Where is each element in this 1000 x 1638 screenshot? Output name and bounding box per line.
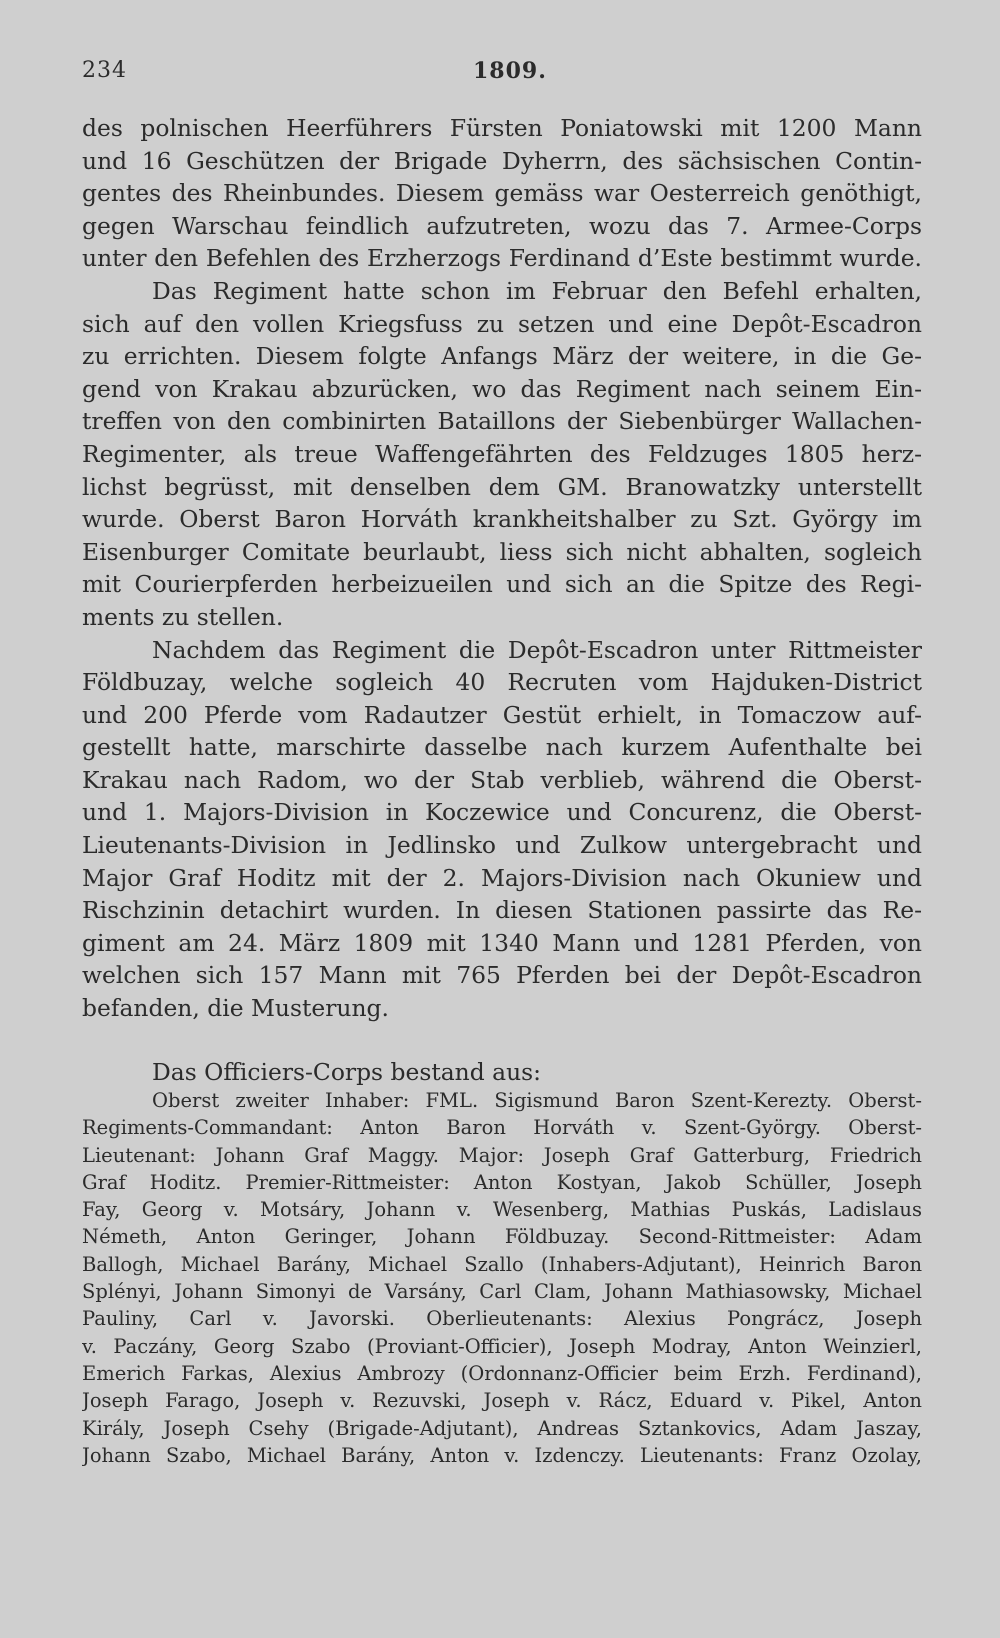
- text-line: mit Courierpferden herbeizueilen und sich an die Spitze des Regi-: [82, 570, 922, 599]
- officer-line: Ballogh, Michael Barány, Michael Szallo (Inhabers-Adjutant), Heinrich Baron: [82, 1252, 922, 1276]
- text-line: zu errichten. Diesem folgte Anfangs März der weitere, in die Ge-: [82, 342, 922, 371]
- text-line: sich auf den vollen Kriegsfuss zu setzen und eine Depôt-Escadron: [82, 309, 922, 338]
- text-line: Földbuzay, welche sogleich 40 Recruten vom Hajduken-District: [82, 668, 922, 697]
- text-line: lichst begrüsst, mit denselben dem GM. Branowatzky unterstellt: [82, 472, 922, 501]
- text-line: gentes des Rheinbundes. Diesem gemäss war Oesterreich genöthigt,: [82, 179, 922, 208]
- officer-line: Lieutenant: Johann Graf Maggy. Major: Joseph Graf Gatterburg, Friedrich: [82, 1143, 922, 1167]
- text-line: und 200 Pferde vom Radautzer Gestüt erhielt, in Tomaczow auf-: [82, 700, 922, 729]
- officer-line: Johann Szabo, Michael Barány, Anton v. Izdenczy. Lieutenants: Franz Ozolay,: [82, 1443, 922, 1467]
- text-line: treffen von den combinirten Bataillons der Siebenbürger Wallachen-: [82, 407, 922, 436]
- text-line: Rischzinin detachirt wurden. In diesen Stationen passirte das Re-: [82, 896, 922, 925]
- text-line: gend von Krakau abzurücken, wo das Regiment nach seinem Ein-: [82, 374, 922, 403]
- officer-line: Király, Joseph Csehy (Brigade-Adjutant), Andreas Sztankovics, Adam Jaszay,: [82, 1416, 922, 1440]
- officer-line: Fay, Georg v. Motsáry, Johann v. Wesenberg, Mathias Puskás, Ladislaus: [82, 1198, 922, 1222]
- officer-line: Graf Hoditz. Premier-Rittmeister: Anton Kostyan, Jakob Schüller, Joseph: [82, 1170, 922, 1194]
- text-line: gegen Warschau feindlich aufzutreten, wozu das 7. Armee-Corps: [82, 211, 922, 240]
- text-line: Krakau nach Radom, wo der Stab verblieb, während die Oberst-: [82, 765, 922, 794]
- text-line: Eisenburger Comitate beurlaubt, liess sich nicht abhalten, sogleich: [82, 537, 922, 566]
- running-head: 1809.: [473, 58, 547, 84]
- text-line: befanden, die Musterung.: [82, 994, 389, 1023]
- officer-line: Regiments-Commandant: Anton Baron Horváth v. Szent-György. Oberst-: [82, 1116, 922, 1140]
- text-line: Lieutenants-Division in Jedlinsko und Zulkow untergebracht und: [82, 831, 922, 860]
- text-line: ments zu stellen.: [82, 602, 284, 631]
- text-line: Major Graf Hoditz mit der 2. Majors-Division nach Okuniew und: [82, 863, 922, 892]
- text-line: wurde. Oberst Baron Horváth krankheitshalber zu Szt. György im: [82, 505, 922, 534]
- page-header: [82, 58, 922, 88]
- text-line: welchen sich 157 Mann mit 765 Pferden bei der Depôt-Escadron: [82, 961, 922, 990]
- officer-line: v. Paczány, Georg Szabo (Proviant-Officier), Joseph Modray, Anton Weinzierl,: [82, 1334, 922, 1358]
- text-line: Regimenter, als treue Waffengefährten des Feldzuges 1805 herz-: [82, 439, 922, 468]
- officer-line: Splényi, Johann Simonyi de Varsány, Carl Clam, Johann Mathiasowsky, Michael: [82, 1280, 922, 1304]
- text-line: und 16 Geschützen der Brigade Dyherrn, des sächsischen Contin-: [82, 146, 922, 175]
- text-line: und 1. Majors-Division in Koczewice und Concurenz, die Oberst-: [82, 798, 922, 827]
- text-line: Das Regiment hatte schon im Februar den Befehl erhalten,: [152, 276, 922, 305]
- officer-line: Németh, Anton Geringer, Johann Földbuzay. Second-Rittmeister: Adam: [82, 1225, 922, 1249]
- text-line: giment am 24. März 1809 mit 1340 Mann und 1281 Pferden, von: [82, 928, 922, 957]
- officers-intro: Das Officiers-Corps bestand aus:: [152, 1058, 542, 1086]
- officer-line: Joseph Farago, Joseph v. Rezuvski, Joseph v. Rácz, Eduard v. Pikel, Anton: [82, 1389, 922, 1413]
- text-line: gestellt hatte, marschirte dasselbe nach kurzem Aufenthalte bei: [82, 733, 922, 762]
- officers-list: [82, 1087, 922, 1469]
- main-text: [82, 112, 922, 1025]
- officer-line: Pauliny, Carl v. Javorski. Oberlieutenants: Alexius Pongrácz, Joseph: [82, 1307, 922, 1331]
- text-line: unter den Befehlen des Erzherzogs Ferdinand d’Este bestimmt wurde.: [82, 244, 922, 273]
- text-line: Nachdem das Regiment die Depôt-Escadron unter Rittmeister: [152, 635, 922, 664]
- officer-line: Oberst zweiter Inhaber: FML. Sigismund Baron Szent-Kerezty. Oberst-: [152, 1089, 922, 1112]
- page-number: 234: [82, 58, 127, 83]
- officer-line: Emerich Farkas, Alexius Ambrozy (Ordonnanz-Officier beim Erzh. Ferdinand),: [82, 1361, 922, 1385]
- officers-intro-block: [82, 1056, 922, 1089]
- text-line: des polnischen Heerführers Fürsten Poniatowski mit 1200 Mann: [82, 114, 922, 142]
